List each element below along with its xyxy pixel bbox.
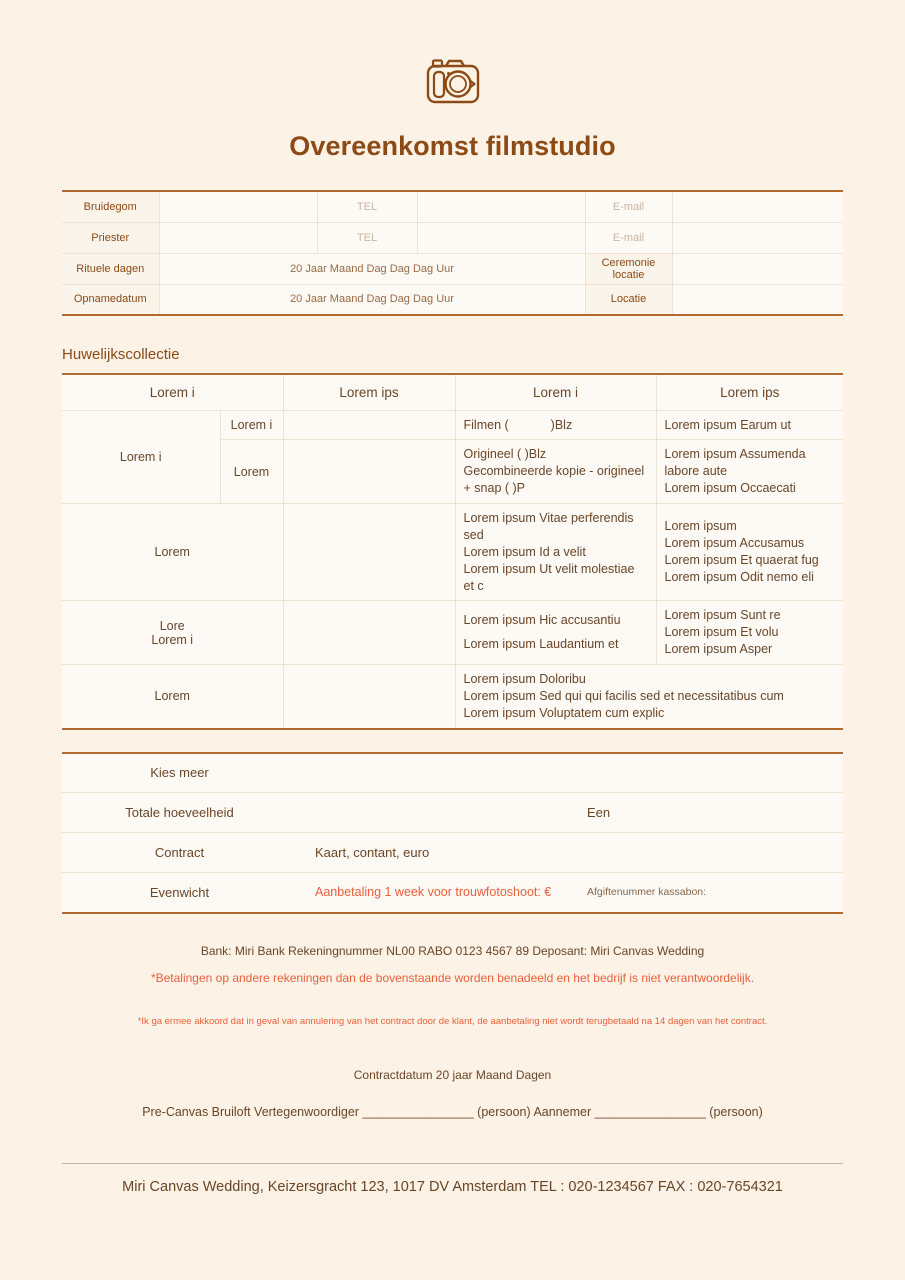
list-item: Lorem ipsum Occaecati <box>664 481 796 496</box>
page-title: Overeenkomst filmstudio <box>289 131 616 161</box>
bank-details-text: Bank: Miri Bank Rekeningnummer NL00 RABO 0123 4567 89 Deposant: Miri Canvas Wedding <box>200 943 705 958</box>
list-item: Lorem ipsum Hic accusantiu <box>463 612 621 627</box>
list-item: Origineel ( )Blz <box>463 447 547 462</box>
row-col4-3 <box>656 601 843 665</box>
info-value-email-priester[interactable] <box>672 222 843 253</box>
collection-section <box>62 373 843 730</box>
row-sub-label-1a: Lorem i <box>220 410 283 440</box>
row-sub-label-1b: Lorem <box>220 440 283 504</box>
cancellation-fine-print: *Ik ga ermee akkoord dat in geval van annulering van het contract door de klant, de aanbetaling niet wordt terugbetaald na 14 dagen van het contract. <box>137 1015 768 1027</box>
col-header-2: Lorem ips <box>283 374 455 410</box>
info-label-opnamedatum: Opnamedatum <box>62 284 159 315</box>
info-section <box>62 190 843 316</box>
filmen-suffix: )Blz <box>550 417 573 432</box>
col-header-4: Lorem ips <box>656 374 843 410</box>
row-group-label-3-line1: Lore <box>159 618 185 633</box>
summary-label-contract: Contract <box>62 833 297 873</box>
list-item: Lorem ipsum Sed qui qui facilis sed et necessitatibus cum <box>463 688 784 703</box>
row-col4-2 <box>656 504 843 601</box>
info-label-email-bruidegom: E-mail <box>585 191 672 222</box>
camera-icon <box>422 56 484 108</box>
row-col3-3 <box>455 601 656 665</box>
summary-value2-totale-hoeveelheid[interactable]: Een <box>569 793 843 833</box>
summary-value2-evenwicht[interactable]: Afgiftenummer kassabon: <box>569 873 843 913</box>
row-col3-2 <box>455 504 656 601</box>
payment-warning-text: *Betalingen op andere rekeningen dan de bovenstaande worden benadeeld en het bedrijf is niet verantwoordelijk. <box>150 970 755 985</box>
notes-section <box>0 944 905 1119</box>
list-item: Lorem ipsum Doloribu <box>463 672 586 686</box>
list-item: Lorem ipsum <box>664 519 737 534</box>
document-header <box>0 0 905 162</box>
list-item: Lorem ipsum Assumenda labore aute <box>664 447 806 479</box>
table-row <box>62 253 843 284</box>
list-item: Gecombineerde kopie - origineel + snap ( )P <box>463 464 645 496</box>
signature-line-text: Pre-Canvas Bruiloft Vertegenwoordiger ________________ (persoon) Aannemer ________________ (persoon) <box>142 1104 763 1119</box>
summary-label-totale-hoeveelheid: Totale hoeveelheid <box>62 793 297 833</box>
summary-value-kies-meer[interactable] <box>297 753 569 793</box>
table-row <box>62 833 843 873</box>
row-col2-4[interactable] <box>283 665 455 729</box>
row-col2-3[interactable] <box>283 601 455 665</box>
info-value-priester-name[interactable] <box>159 222 317 253</box>
row-col3-1a <box>455 410 656 440</box>
info-table <box>62 190 843 316</box>
row-group-label-3 <box>62 601 283 665</box>
table-row <box>62 504 843 601</box>
info-label-tel-priester: TEL <box>317 222 417 253</box>
table-header-row <box>62 374 843 410</box>
info-label-rituele-dagen: Rituele dagen <box>62 253 159 284</box>
summary-table <box>62 752 843 914</box>
list-item: Lorem ipsum Id a velit <box>463 544 586 559</box>
row-col4-1a <box>656 410 843 440</box>
info-label-priester: Priester <box>62 222 159 253</box>
list-item: Lorem ipsum Earum ut <box>664 417 791 432</box>
col-header-3: Lorem i <box>455 374 656 410</box>
row-col2-1b[interactable] <box>283 440 455 504</box>
info-label-tel-bruidegom: TEL <box>317 191 417 222</box>
list-item: Lorem ipsum Asper <box>664 642 773 657</box>
list-item: Lorem ipsum Et quaerat fug <box>664 553 819 568</box>
info-label-locatie: Locatie <box>585 284 672 315</box>
table-row <box>62 793 843 833</box>
list-item: Lorem ipsum Accusamus <box>664 536 805 551</box>
summary-label-kies-meer: Kies meer <box>62 753 297 793</box>
info-value-bruidegom-name[interactable] <box>159 191 317 222</box>
row-group-label-3-line2: Lorem i <box>151 632 194 647</box>
table-row <box>62 753 843 793</box>
summary-value-totale-hoeveelheid[interactable] <box>297 793 569 833</box>
table-row <box>62 191 843 222</box>
info-value-locatie[interactable] <box>672 284 843 315</box>
table-row <box>62 601 843 665</box>
list-item: Lorem ipsum Ut velit molestiae et c <box>463 561 635 593</box>
footer-divider <box>62 1163 843 1164</box>
info-value-tel-priester[interactable] <box>417 222 585 253</box>
row-col3-1b <box>455 440 656 504</box>
row-group-label-2: Lorem <box>62 504 283 601</box>
list-item: Lorem ipsum Sunt re <box>664 608 781 623</box>
info-value-ceremonie-locatie[interactable] <box>672 253 843 284</box>
summary-value-contract[interactable]: Kaart, contant, euro <box>297 833 569 873</box>
info-value-tel-bruidegom[interactable] <box>417 191 585 222</box>
row-col4-1b <box>656 440 843 504</box>
list-item: Lorem ipsum Voluptatem cum explic <box>463 705 665 720</box>
collection-table <box>62 373 843 730</box>
list-item: Lorem ipsum Laudantium et <box>463 636 619 651</box>
info-value-opnamedatum[interactable]: 20 Jaar Maand Dag Dag Dag Uur <box>159 284 585 315</box>
section-heading-huwelijkscollectie: Huwelijkscollectie <box>62 346 180 363</box>
table-row <box>62 873 843 913</box>
summary-value2-kies-meer[interactable] <box>569 753 843 793</box>
info-value-email-bruidegom[interactable] <box>672 191 843 222</box>
filmen-prefix: Filmen ( <box>463 417 509 432</box>
info-value-rituele-dagen[interactable]: 20 Jaar Maand Dag Dag Dag Uur <box>159 253 585 284</box>
list-item: Lorem ipsum Vitae perferendis sed <box>463 511 634 542</box>
info-label-bruidegom: Bruidegom <box>62 191 159 222</box>
table-row <box>62 410 843 440</box>
list-item: Lorem ipsum Odit nemo eli <box>664 570 814 585</box>
summary-section <box>62 752 843 914</box>
col-header-1: Lorem i <box>62 374 283 410</box>
row-group-label-1: Lorem i <box>62 410 220 504</box>
row-col2-2[interactable] <box>283 504 455 601</box>
table-row <box>62 222 843 253</box>
contract-date-text: Contractdatum 20 jaar Maand Dagen <box>353 1067 552 1082</box>
table-row <box>62 665 843 729</box>
summary-value-evenwicht[interactable]: Aanbetaling 1 week voor trouwfotoshoot: € <box>297 873 569 913</box>
info-label-email-priester: E-mail <box>585 222 672 253</box>
list-item: Lorem ipsum Et volu <box>664 625 779 640</box>
row-span-desc-4 <box>455 665 843 729</box>
info-label-ceremonie-locatie: Ceremonie locatie <box>585 253 672 284</box>
row-col2-1a[interactable] <box>283 410 455 440</box>
footer-address: Miri Canvas Wedding, Keizersgracht 123, 1017 DV Amsterdam TEL : 020-1234567 FAX : 020-7654321 <box>122 1178 783 1195</box>
summary-value2-contract[interactable] <box>569 833 843 873</box>
summary-label-evenwicht: Evenwicht <box>62 873 297 913</box>
table-row <box>62 284 843 315</box>
row-group-label-4: Lorem <box>62 665 283 729</box>
